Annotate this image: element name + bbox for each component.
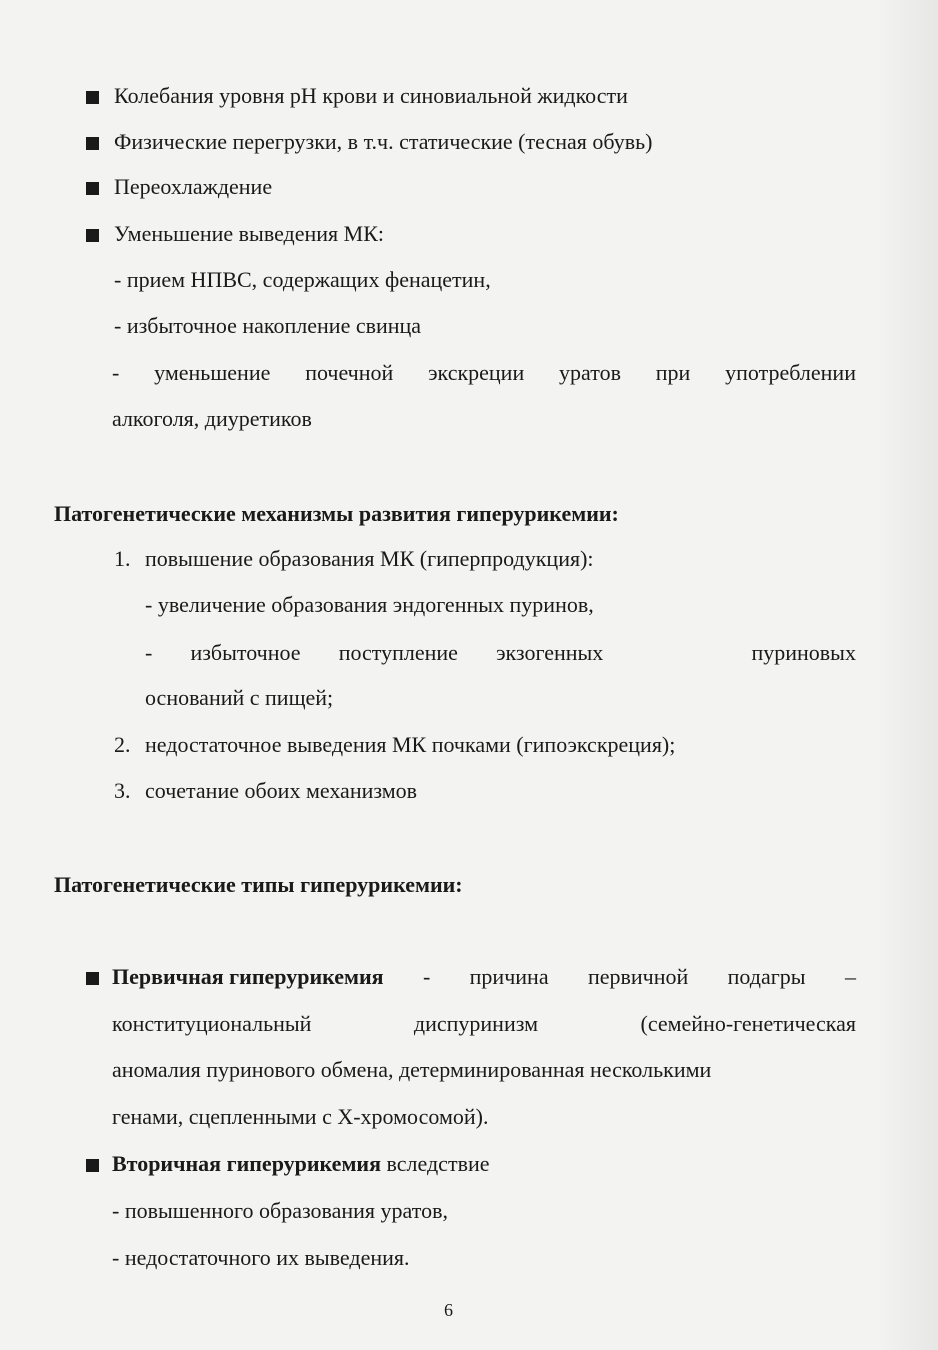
word: уратов [559,360,621,385]
word: - [145,640,153,665]
secondary-type-subitem: - недостаточного их выведения. [112,1245,410,1270]
word: диспуринизм [413,1011,539,1036]
bullet-square-icon [86,229,99,242]
word: причина [469,964,549,989]
bullet-square-icon [86,972,99,985]
cause-subitem: - избыточное накопление свинца [114,313,422,338]
bullet-square-icon [86,91,99,104]
word: – [844,964,856,989]
primary-type-line: аномалия пуринового обмена, детерминированная несколькими [112,1057,712,1082]
mechanism-subitem-continuation: оснований с пищей; [145,685,334,710]
cause-item: Колебания уровня pH крови и синовиальной жидкости [114,83,628,108]
secondary-type-subitem: - повышенного образования уратов, [112,1198,448,1223]
bullet-square-icon [86,1159,99,1172]
word: экзогенных [496,640,604,665]
cause-item: Переохлаждение [114,174,273,199]
word: почечной [305,360,394,385]
secondary-type-title: Вторичная гиперурикемия [112,1151,382,1176]
cause-item: Физические перегрузки, в т.ч. статические (тесная обувь) [114,129,653,154]
word: - [422,964,431,989]
mechanism-item: недостаточное выведения МК почками (гипоэкскреция); [145,732,676,757]
primary-type-line: генами, сцепленными с Х-хромосомой). [112,1104,489,1129]
list-number: 1. [114,546,131,571]
primary-type-title: Первичная гиперурикемия [112,964,384,989]
bullet-square-icon [86,137,99,150]
mechanisms-heading: Патогенетические механизмы развития гиперурикемии: [54,501,619,526]
word: пуриновых [751,640,856,665]
list-number: 3. [114,778,131,803]
mechanism-subitem-justified [145,639,856,667]
word: (семейно-генетическая [640,1011,856,1036]
types-heading: Патогенетические типы гиперурикемии: [54,872,463,897]
mechanism-item: повышение образования МК (гиперпродукция): [145,546,594,571]
primary-type-line [112,963,856,991]
word: уменьшение [154,360,271,385]
mechanism-item: сочетание обоих механизмов [145,778,418,803]
word: подагры [727,964,806,989]
word: поступление [338,640,458,665]
primary-type-line [112,1010,856,1038]
cause-subitem-continuation: алкоголя, диуретиков [112,406,312,431]
word: избыточное [190,640,301,665]
word: конституциональный [112,1011,312,1036]
cause-subitem-justified [112,359,856,387]
page-number: 6 [444,1300,453,1320]
bullet-square-icon [86,182,99,195]
secondary-type-line [112,1150,490,1178]
cause-subitem: - прием НПВС, содержащих фенацетин, [114,267,491,292]
cause-item: Уменьшение выведения МК: [114,221,385,246]
word: первичной [587,964,689,989]
mechanism-subitem: - увеличение образования эндогенных пуринов, [145,592,594,617]
page-edge-shadow [878,0,938,1350]
word: экскреции [428,360,525,385]
word: - [112,360,120,385]
list-number: 2. [114,732,131,757]
word: при [655,360,691,385]
secondary-type-text: вследствие [381,1151,490,1176]
word: употреблении [725,360,856,385]
